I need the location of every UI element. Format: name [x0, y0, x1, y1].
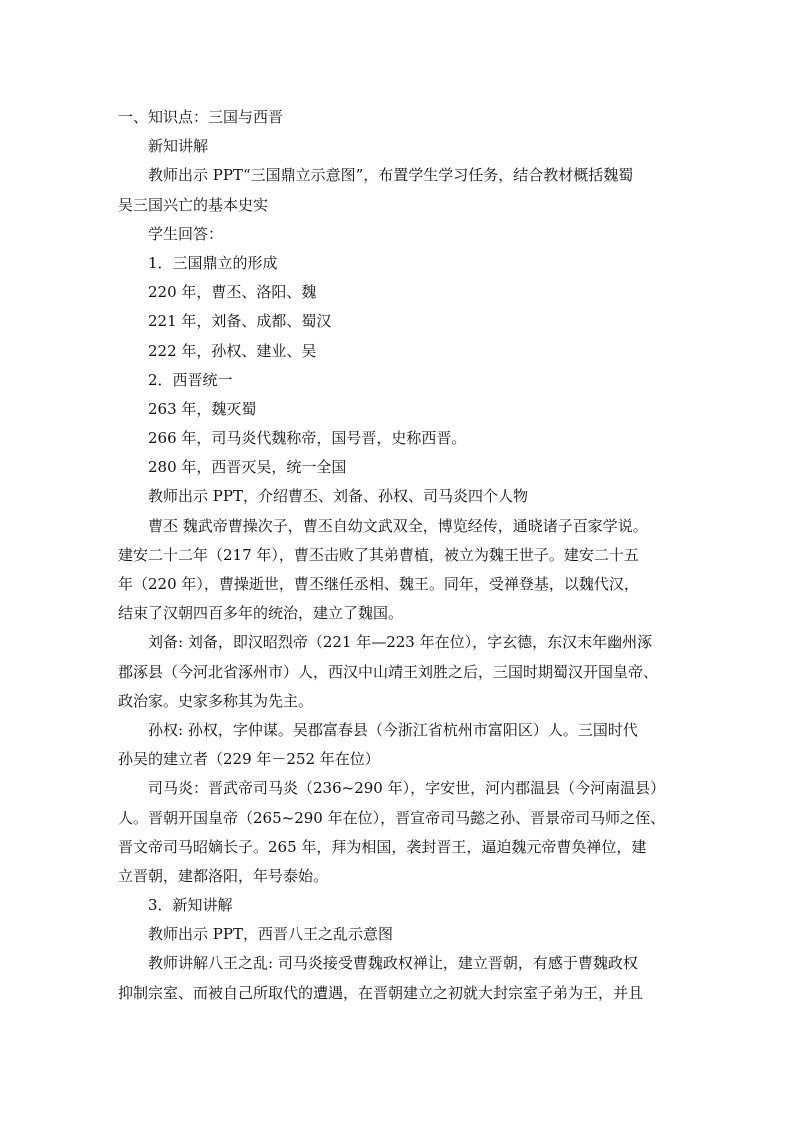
subheading: 2．西晋统一 — [148, 370, 233, 389]
paragraph-line: 学生回答： — [148, 224, 224, 243]
paragraph-line: 抑制宗室、而被自己所取代的遭遇，在晋朝建立之初就大封宗室子弟为王，并且 — [118, 983, 644, 1002]
paragraph-line: 曹丕 魏武帝曹操次子，曹丕自幼文武双全，博览经传，通晓诸子百家学说。 — [148, 516, 648, 535]
paragraph-line: 结束了汉朝四百多年的统治，建立了魏国。 — [118, 604, 404, 623]
paragraph-line: 刘备: 刘备，即汉昭烈帝（221 年—223 年在位），字玄德，东汉末年幽州涿 — [148, 633, 653, 652]
paragraph-line: 立晋朝，建都洛阳，年号泰始。 — [118, 866, 329, 885]
intro-paragraph — [118, 161, 684, 219]
caopi-paragraph — [118, 512, 684, 629]
bawang-paragraph — [118, 949, 684, 1007]
paragraph-line: 人。晋朝开国皇帝（265~290 年在位），晋宣帝司马懿之孙、晋景帝司马师之侄、 — [118, 808, 666, 827]
liubei-paragraph — [118, 628, 684, 716]
paragraph-line: 孙吴的建立者（229 年－252 年在位） — [118, 750, 380, 769]
paragraph-line: 教师出示 PPT，西晋八王之乱示意图 — [148, 925, 393, 944]
subheading: 3．新知讲解 — [148, 896, 233, 915]
paragraph-line: 教师出示 PPT“三国鼎立示意图”，布置学生学习任务，结合教材概括魏蜀 — [148, 166, 634, 185]
paragraph-line: 222 年，孙权、建业、吴 — [148, 341, 317, 360]
simayan-paragraph — [118, 774, 684, 891]
paragraph-line: 266 年，司马炎代魏称帝，国号晋，史称西晋。 — [148, 429, 467, 448]
paragraph-line: 吴三国兴亡的基本史实 — [118, 195, 269, 214]
document-body — [118, 103, 684, 1008]
paragraph-line: 新知讲解 — [148, 137, 209, 156]
paragraph-line: 280 年，西晋灭吴，统一全国 — [148, 458, 347, 477]
paragraph-line: 263 年，魏灭蜀 — [148, 399, 257, 418]
paragraph-line: 孙权: 孙权，字仲谋。吴郡富春县（今浙江省杭州市富阳区）人。三国时代 — [148, 720, 638, 739]
paragraph-line: 郡涿县（今河北省涿州市）人，西汉中山靖王刘胜之后，三国时期蜀汉开国皇帝、 — [118, 662, 659, 681]
paragraph-line: 建安二十二年（217 年），曹丕击败了其弟曹植，被立为魏王世子。建安二十五 — [118, 545, 639, 564]
paragraph-line: 晋文帝司马昭嫡长子。265 年，拜为相国，袭封晋王，逼迫魏元帝曹奂禅位，建 — [118, 837, 647, 856]
paragraph-line: 教师讲解八王之乱: 司马炎接受曹魏政权禅让，建立晋朝，有感于曹魏政权 — [148, 954, 638, 973]
paragraph-line: 教师出示 PPT，介绍曹丕、刘备、孙权、司马炎四个人物 — [148, 487, 528, 506]
paragraph-line: 220 年，曹丕、洛阳、魏 — [148, 283, 317, 302]
paragraph-line: 政治家。史家多称其为先主。 — [118, 691, 314, 710]
section-heading: 一、知识点：三国与西晋 — [118, 108, 284, 126]
sunquan-paragraph — [118, 716, 684, 774]
subheading: 1．三国鼎立的形成 — [148, 253, 278, 272]
paragraph-line: 221 年，刘备、成都、蜀汉 — [148, 312, 332, 331]
paragraph-line: 司马炎：晋武帝司马炎（236~290 年），字安世，河内郡温县（今河南温县） — [148, 779, 666, 798]
paragraph-line: 年（220 年），曹操逝世，曹丕继任丞相、魏王。同年，受禅登基，以魏代汉， — [118, 575, 639, 593]
